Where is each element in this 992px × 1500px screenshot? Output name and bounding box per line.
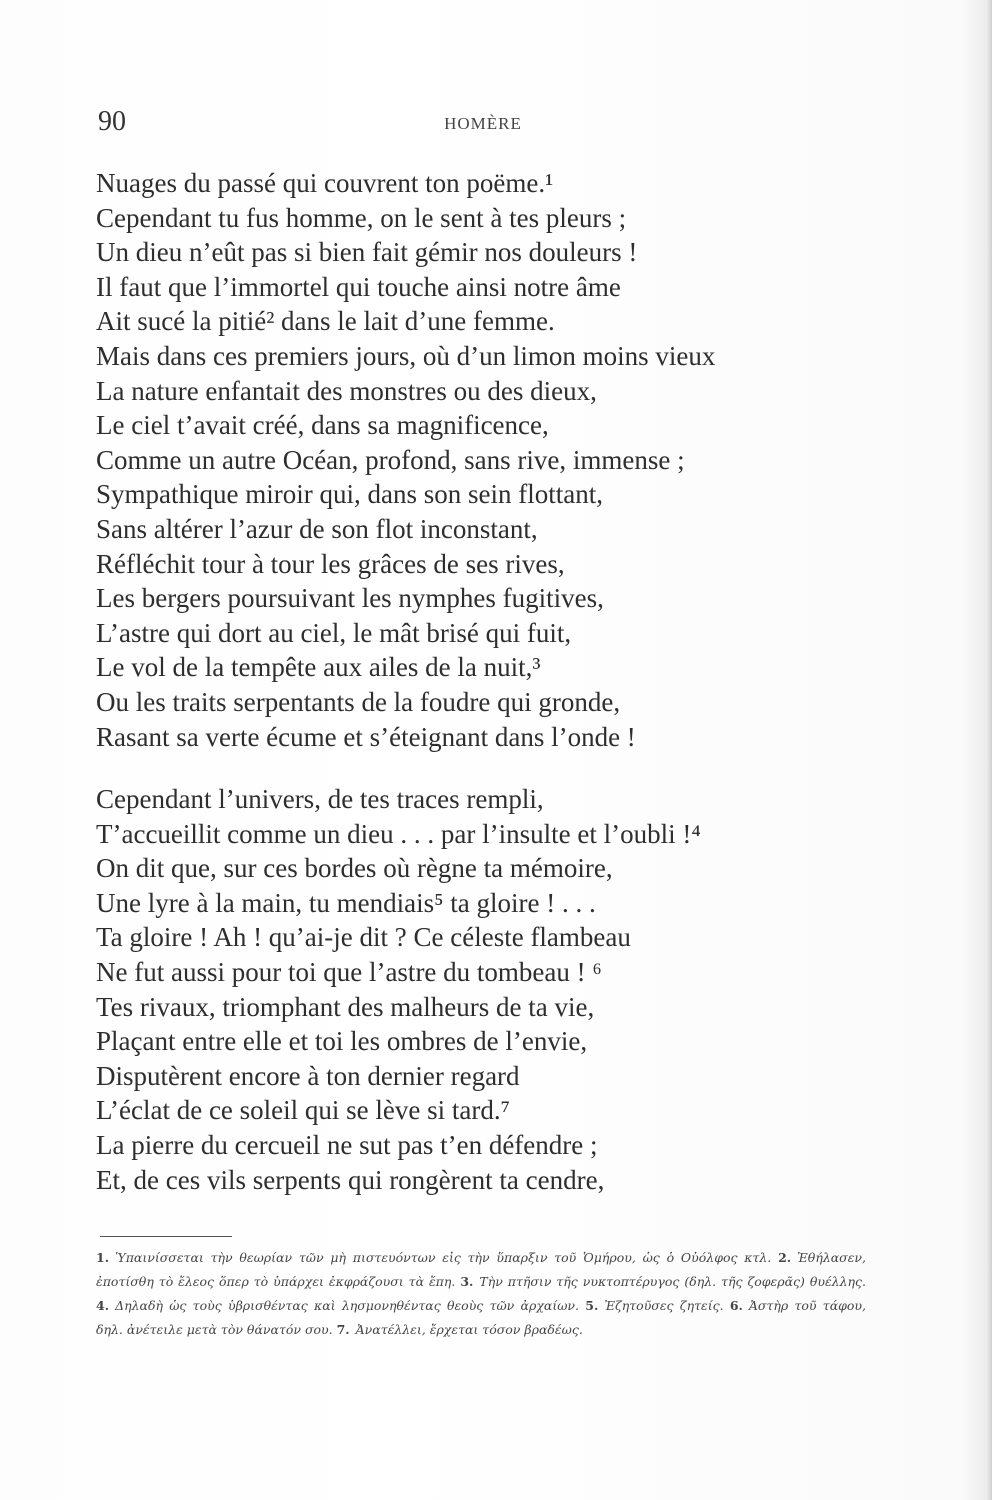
stanza-1 xyxy=(96,166,876,754)
page-edge-shadow xyxy=(986,0,992,1500)
verse-line: Disputèrent encore à ton dernier regard xyxy=(96,1060,520,1091)
verse-line: Sympathique miroir qui, dans son sein flottant, xyxy=(96,479,603,510)
verse-line: L’astre qui dort au ciel, le mât brisé qui fuit, xyxy=(96,617,572,648)
verse-line: La pierre du cercueil ne sut pas t’en défendre ; xyxy=(96,1130,598,1161)
verse-line: Ta gloire ! Ah ! qu’ai-je dit ? Ce céleste flambeau xyxy=(96,922,631,953)
verse-line: L’éclat de ce soleil qui se lève si tard.⁷ xyxy=(96,1095,511,1126)
verse-line: Les bergers poursuivant les nymphes fugitives, xyxy=(96,583,604,614)
footnote xyxy=(96,1298,579,1313)
verse-line: Le vol de la tempête aux ailes de la nuit,³ xyxy=(96,652,541,683)
verse-line: Ait sucé la pitié² dans le lait d’une femme. xyxy=(96,306,555,337)
verse-line: Ou les traits serpentants de la foudre qui gronde, xyxy=(96,686,621,717)
verse-line: Un dieu n’eût pas si bien fait gémir nos douleurs ! xyxy=(96,237,638,268)
verse-line: Plaçant entre elle et toi les ombres de l’envie, xyxy=(96,1026,588,1057)
footnote-text: Ἐζητοῦσες ζητείς. xyxy=(604,1298,724,1313)
footnote-text: Ὑπαινίσσεται τὴν θεωρίαν τῶν μὴ πιστευόντων εἰς τὴν ὕπαρξιν τοῦ Ὁμήρου, ὡς ὁ Οὐόλφος κτλ. xyxy=(115,1250,772,1265)
stanza-2 xyxy=(96,782,876,1197)
footnote-number: 7. xyxy=(336,1322,350,1337)
verse-line: Le ciel t’avait créé, dans sa magnificence, xyxy=(96,410,549,441)
verse-line: Une lyre à la main, tu mendiais⁵ ta gloire ! . . . xyxy=(96,887,596,918)
footnotes xyxy=(96,1246,866,1342)
footnote-rule xyxy=(100,1236,232,1237)
footnote-number: 2. xyxy=(778,1250,792,1265)
page-header xyxy=(98,106,868,146)
verse-line: La nature enfantait des monstres ou des dieux, xyxy=(96,375,597,406)
footnote xyxy=(460,1274,866,1289)
footnote-number: 6. xyxy=(729,1298,743,1313)
footnote-number: 1. xyxy=(96,1250,110,1265)
verse-line: Sans altérer l’azur de son flot inconstant, xyxy=(96,513,538,544)
footnote-number: 5. xyxy=(585,1298,599,1313)
verse-line: Mais dans ces premiers jours, où d’un limon moins vieux xyxy=(96,340,716,371)
footnote-text: Τὴν πτῆσιν τῆς νυκτοπτέρυγος (δηλ. τῆς ζοφερᾶς) θυέλλης. xyxy=(479,1274,866,1289)
footnote-text: Ἀστὴρ τοῦ τάφου, δηλ. ἀνέτειλε μετὰ τὸν θάνατόν σου. xyxy=(96,1298,866,1337)
verse-line: Rasant sa verte écume et s’éteignant dans l’onde ! xyxy=(96,721,636,752)
footnote-text: Ἐθήλασεν, ἐποτίσθη τὸ ἔλεος ὅπερ τὸ ὑπάρχει ἐκφράζουσι τὰ ἔπη. xyxy=(96,1250,866,1289)
verse-line: T’accueillit comme un dieu . . . par l’insulte et l’oubli !⁴ xyxy=(96,818,701,849)
footnote xyxy=(337,1322,583,1337)
verse-line: Cependant tu fus homme, on le sent à tes pleurs ; xyxy=(96,202,627,233)
verse-line: Tes rivaux, triomphant des malheurs de ta vie, xyxy=(96,991,595,1022)
footnote-text: Ἀνατέλλει, ἔρχεται τόσον βραδέως. xyxy=(355,1322,583,1337)
footnote-number: 4. xyxy=(96,1298,110,1313)
verse-line: Il faut que l’immortel qui touche ainsi notre âme xyxy=(96,271,621,302)
verse-line: Cependant l’univers, de tes traces rempli, xyxy=(96,784,544,815)
verse-line: On dit que, sur ces bordes où règne ta mémoire, xyxy=(96,853,613,884)
footnote xyxy=(96,1250,771,1265)
running-head: HOMÈRE xyxy=(444,114,522,133)
footnote-text: Δηλαδὴ ὡς τοὺς ὑβρισθέντας καὶ λησμονηθέντας θεοὺς τῶν ἀρχαίων. xyxy=(115,1298,580,1313)
poem-text xyxy=(96,166,876,1197)
page-number: 90 xyxy=(98,106,126,137)
verse-line: Nuages du passé qui couvrent ton poëme.¹ xyxy=(96,168,554,198)
verse-line: Et, de ces vils serpents qui rongèrent ta cendre, xyxy=(96,1164,605,1195)
verse-line: Ne fut aussi pour toi que l’astre du tombeau ! ⁶ xyxy=(96,957,602,988)
footnote-number: 3. xyxy=(460,1274,474,1289)
verse-line: Comme un autre Océan, profond, sans rive, immense ; xyxy=(96,444,685,475)
verse-line: Réfléchit tour à tour les grâces de ses rives, xyxy=(96,548,565,579)
footnote xyxy=(585,1298,723,1313)
